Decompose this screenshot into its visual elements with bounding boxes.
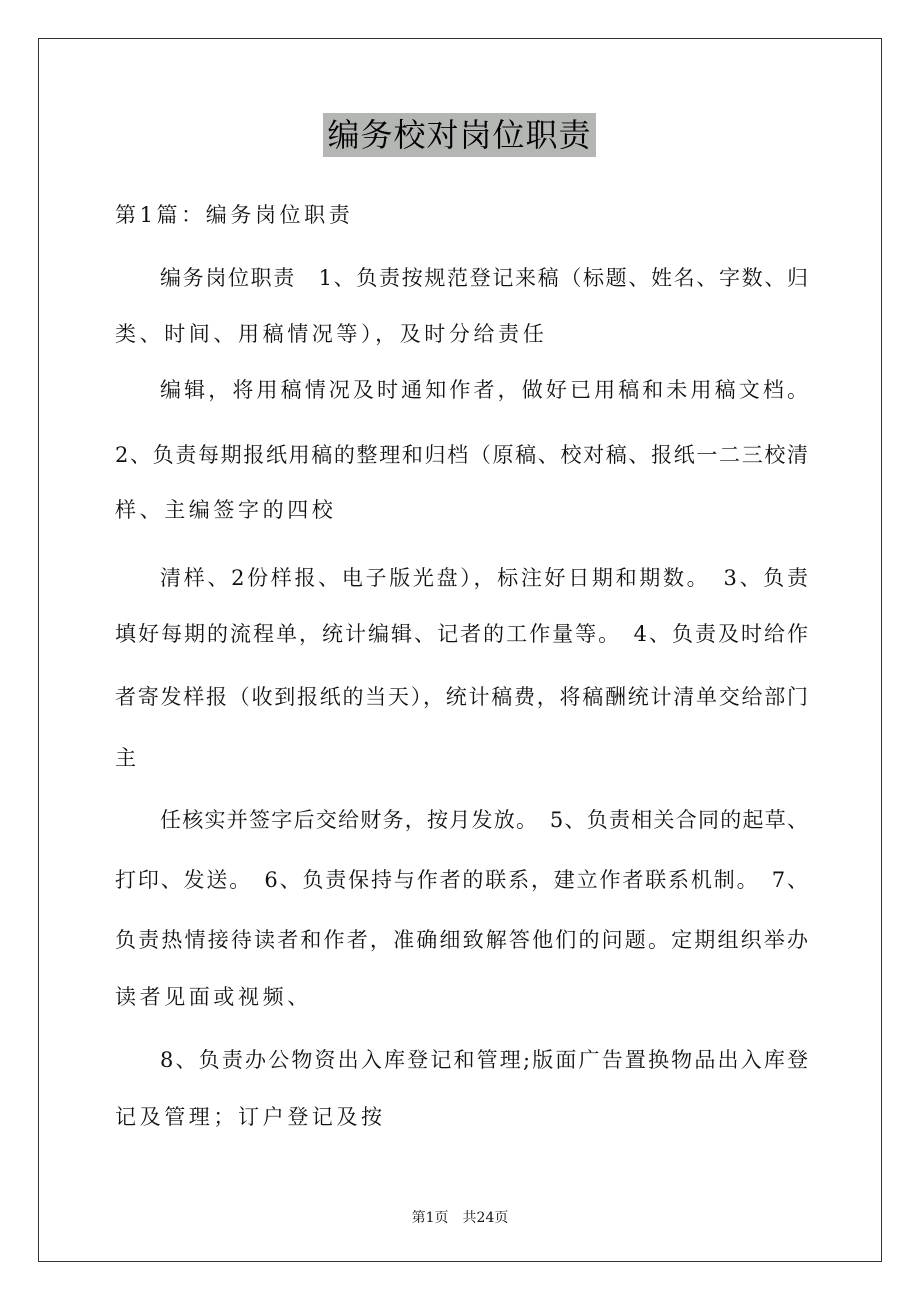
text-line: 记及管理；订户登记及按 [115,1105,386,1129]
text-line: 填好每期的流程单，统计编辑、记者的工作量等。 4、负责及时给作 [115,622,808,646]
text-line: 者寄发样报（收到报纸的当天），统计稿费，将稿酬统计清单交给部门 [115,685,808,709]
text-line: 8、负责办公物资出入库登记和管理;版面广告置换物品出入库登 [160,1048,808,1072]
text-line: 样、主编签字的四校 [115,498,337,522]
text-line: 打印、发送。 6、负责保持与作者的联系，建立作者联系机制。 7、 [115,868,808,892]
text-line: 类、时间、用稿情况等），及时分给责任 [115,322,548,346]
text-line: 读者见面或视频、 [115,985,312,1009]
text-line: 2、负责每期报纸用稿的整理和归档（原稿、校对稿、报纸一二三校清 [115,443,808,467]
text-line: 负责热情接待读者和作者，准确细致解答他们的问题。定期组织举办 [115,928,808,952]
text-line: 清样、2份样报、电子版光盘），标注好日期和期数。 3、负责 [160,566,808,590]
text-line: 编务岗位职责 1、负责按规范登记来稿（标题、姓名、字数、归 [160,266,808,290]
text-line: 编辑，将用稿情况及时通知作者，做好已用稿和未用稿文档。 [160,378,808,402]
section-heading: 第1篇：编务岗位职责 [115,203,354,227]
document-title: 编务校对岗位职责 [323,113,596,157]
text-line: 主 [115,746,140,770]
text-line: 任核实并签字后交给财务，按月发放。 5、负责相关合同的起草、 [160,808,808,832]
page-number-footer: 第1页 共24页 [411,1210,509,1226]
